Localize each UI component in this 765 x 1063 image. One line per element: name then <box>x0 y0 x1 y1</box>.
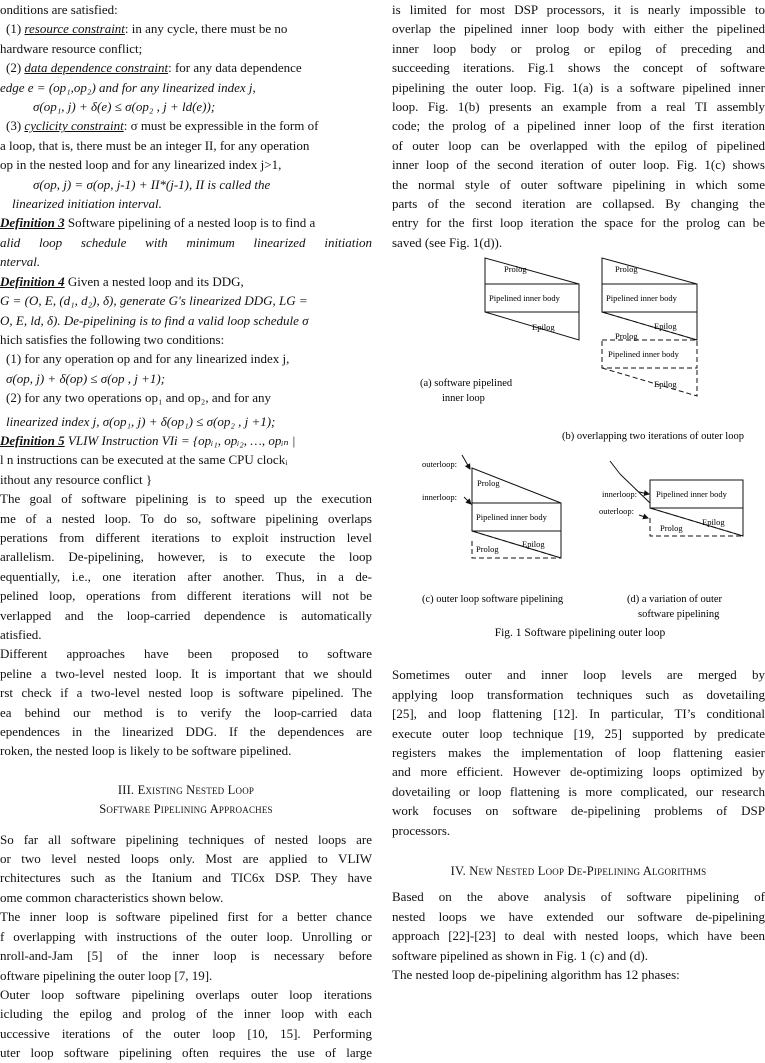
text-line: software pipelined as shown in Fig. 1 (c) and (d). <box>392 947 648 963</box>
fig-c-outerloop-label: outerloop: <box>422 459 457 470</box>
data-dependence-term: data dependence constraint <box>24 60 169 76</box>
definition-4-cont: O, E, ld, δ). De-pipelining is to find a valid loop schedule σ <box>0 312 309 328</box>
text-line: perations from different iterations to exploit instruction level <box>0 529 372 545</box>
text-line: inner loop of the second iteration of outer loop. Fig. 1(c) shows <box>392 157 765 173</box>
text-line: succeeding iterations. Fig.1 shows the concept of software <box>392 60 765 76</box>
constraint-2-formula: σ(op₁, j) + δ(e) ≤ σ(op₂ , j + ld(e)); <box>33 99 216 115</box>
definition-4-cond1-formula: σ(op, j) + δ(op) ≤ σ(op , j +1); <box>6 370 166 386</box>
fig-b-prolog2-label: Prolog <box>615 331 638 342</box>
figure-1-caption: Fig. 1 Software pipelining outer loop <box>494 627 666 640</box>
text-line: code; the prolog of a pipelined inner loop of the first iteration <box>392 118 765 134</box>
text-line: ea behind our method is to verify the loop-carried data <box>0 704 372 720</box>
text-line: oftware pipelining the outer loop [7, 19]. <box>0 967 213 983</box>
section-3-heading: III. Existing Nested Loop <box>117 782 255 797</box>
paragraph-fig-intro <box>392 0 765 252</box>
paragraph-merged-loops <box>392 665 765 840</box>
fig-d-epilog-label: Epilog <box>702 517 725 528</box>
text-line: f overlapping with instructions of the outer loop. Unrolling or <box>0 928 372 944</box>
text-line: Outer loop software pipelining overlaps outer loop iterations <box>0 986 372 1002</box>
fig-b-epilog-label: Epilog <box>654 321 677 332</box>
text-line: uter loop software pipelining often requires the use of large <box>0 1045 372 1061</box>
figure-1 <box>392 256 765 661</box>
text-line: and more efficient. However de-optimizing loops optimized by <box>392 764 765 780</box>
fig-a-caption: (a) software pipelined <box>420 378 513 390</box>
text-line: icluding the epilog and prolog of the inner loop with each <box>0 1006 372 1022</box>
fig-a-body-label: Pipelined inner body <box>489 293 560 304</box>
text-line: ome common characteristics shown below. <box>0 889 224 905</box>
text-line: rst check if a two-level nested loop is software pipelined. The <box>0 685 372 701</box>
text-line: me of a nested loop. To do so, software pipelining overlaps <box>0 510 372 526</box>
fig-d-caption-2: software pipelining <box>638 609 720 621</box>
text-line: of outer loop can be overlapped with the epilog of pipelined <box>392 137 765 153</box>
text-line: The goal of software pipelining is to speed up the execution <box>0 491 372 507</box>
text-line: execute outer loop technique [19, 25] supported by predicate <box>392 725 765 741</box>
text-line: entry for the first loop iteration the space for the prolog can be <box>392 215 765 231</box>
text-line: nroll-and-Jam [5] of the inner loop is necessary before <box>0 948 372 964</box>
fig-d-innerloop-label: innerloop: <box>602 489 637 500</box>
text-line: saved (see Fig. 1(d)). <box>392 234 503 250</box>
text-line: loop. Fig. 1(b) presents an example from a real TI assembly <box>392 99 765 115</box>
fig-a-epilog-label: Epilog <box>532 322 555 333</box>
resource-constraint-term: resource constraint <box>24 21 125 37</box>
paragraph-so-far <box>0 830 372 908</box>
text-line: peline a two-level nested loop. It is important that we should <box>0 665 372 681</box>
text-line: is limited for most DSP processors, it is nearly impossible to <box>392 2 765 17</box>
text-line: atisfied. <box>0 627 42 642</box>
definition-4-graph: G = (O, E, (d₁, d₂), δ), generate G's linearized DDG, LG = <box>0 293 308 309</box>
paragraph-based-on <box>392 887 765 965</box>
text-line: uccessive iterations of the outer loop [10, 15]. Performing <box>0 1025 372 1041</box>
text-line: arallelism. De-pipelining, however, is to execute the loop <box>0 549 372 565</box>
text-line: Sometimes outer and inner loop levels are merged by <box>392 667 765 683</box>
fig-c-prolog2-label: Prolog <box>476 544 499 555</box>
text-line: nested loops we have extended our software de-pipelining <box>392 908 765 924</box>
text-line: rchitectures such as the Itanium and TIC6x DSP. They have <box>0 870 372 886</box>
fig-c-innerloop-label: innerloop: <box>422 492 457 503</box>
intro-line: onditions are satisfied: <box>0 2 118 17</box>
fig-b-prolog-label: Prolog <box>615 264 638 275</box>
definition-3-label: Definition 3 <box>0 215 65 231</box>
constraint-1: (1) resource constraint: in any cycle, there must be no <box>6 21 288 37</box>
fig-b-epilog2-label: Epilog <box>654 379 677 390</box>
paragraph-inner-first <box>0 907 372 985</box>
constraint-3-cont2: op in the nested loop and for any linearized index j>1, <box>0 157 282 173</box>
text-line: inner loop body or prolog or epilog of preceding and <box>392 40 765 56</box>
section-3-heading-line2: Software Pipelining Approaches <box>99 802 273 817</box>
figure-1d <box>599 461 743 620</box>
fig-c-epilog-label: Epilog <box>522 539 545 550</box>
fig-d-outerloop-label: outerloop: <box>599 506 634 517</box>
text-line: pelined loop, operations from different iterations will not be <box>0 588 372 604</box>
text-line: Based on the above analysis of software pipelining of <box>392 889 765 905</box>
paragraph-outer-overlap <box>0 985 372 1063</box>
paragraph-approaches <box>0 644 372 760</box>
cyclicity-constraint-term: cyclicity constraint <box>24 118 124 134</box>
constraint-1-cont: hardware resource conflict; <box>0 40 143 56</box>
fig-a-prolog-label: Prolog <box>504 264 527 275</box>
fig-b-body2-label: Pipelined inner body <box>608 349 679 360</box>
text-line: dovetailing or loop flattening is more complicated, our research <box>392 783 765 799</box>
text-line: Different approaches have been proposed to software <box>0 646 372 662</box>
fig-c-body-label: Pipelined inner body <box>476 512 547 523</box>
text-line: registers makes the implementation of loop flattening easier <box>392 744 765 760</box>
constraint-2-cont: edge e = (op₁,op₂) and for any linearized index j, <box>0 79 256 95</box>
definition-5: Definition 5 VLIW Instruction VIi = {opᵢ₁, opᵢ₂, …, opᵢₙ | <box>0 432 296 448</box>
fig-b-body-label: Pipelined inner body <box>606 293 677 304</box>
definition-4-label: Definition 4 <box>0 273 65 289</box>
figure-1b <box>562 258 744 442</box>
definition-5-label: Definition 5 <box>0 432 65 448</box>
definition-4-cond2: (2) for any two operations op₁ and op₂, and for any <box>6 390 272 406</box>
definition-5-cont2: ithout any resource conflict } <box>0 471 153 487</box>
constraint-2: (2) data dependence constraint: for any data dependence <box>6 60 302 76</box>
right-column <box>392 0 765 984</box>
paragraph-phases: The nested loop de-pipelining algorithm has 12 phases: <box>392 966 680 982</box>
section-4-heading: IV. New Nested Loop De-Pipelining Algorithms <box>450 863 707 878</box>
definition-4-cont2: hich satisfies the following two conditions: <box>0 331 225 347</box>
fig-c-caption: (c) outer loop software pipelining <box>422 594 564 606</box>
text-line: [25], and loop flattening [12]. In particular, TI’s conditional <box>392 706 765 722</box>
constraint-3-cont3: linearized initiation interval. <box>12 196 162 212</box>
paragraph-goal <box>0 489 372 644</box>
definition-5-cont: l n instructions can be executed at the same CPU clockᵢ <box>0 452 288 468</box>
definition-4-cond1: (1) for any operation op and for any linearized index j, <box>6 351 290 367</box>
figure-1a <box>420 258 579 404</box>
fig-c-prolog-label: Prolog <box>477 478 500 489</box>
text-line: the normal style of outer software pipelining in which some <box>392 176 765 192</box>
definition-4-cond2-formula: linearized index j, σ(op₁, j) + δ(op₁) ≤ σ(op₂ , j +1); <box>6 413 276 429</box>
definition-3-cont: alid loop schedule with minimum linearized initiation <box>0 234 372 250</box>
constraint-3-formula: σ(op, j) = σ(op, j-1) + II*(j-1), II is called the <box>33 176 271 192</box>
text-line: parts of the second iteration are collapsed. By changing the <box>392 196 765 212</box>
definition-3: Definition 3 Software pipelining of a nested loop is to find a <box>0 215 316 231</box>
fig-d-prolog-label: Prolog <box>660 523 683 534</box>
text-line: The inner loop is software pipelined first for a better chance <box>0 909 372 925</box>
constraint-3-cont: a loop, that is, there must be an integer II, for any operation <box>0 137 310 153</box>
text-line: So far all software pipelining techniques of nested loops are <box>0 831 372 847</box>
fig-a-caption-2: inner loop <box>442 393 485 405</box>
text-line: approach [22]-[23] to deal with nested loops, which have been <box>392 928 765 944</box>
text-line: processors. <box>392 822 451 838</box>
text-line: ependences in the linearized DDG. If the dependences are <box>0 724 372 740</box>
constraint-3: (3) cyclicity constraint: σ must be expressible in the form of <box>6 118 319 134</box>
fig-b-caption: (b) overlapping two iterations of outer loop <box>562 431 744 443</box>
text-line: work focuses on software de-pipelining problems of DSP <box>392 803 765 819</box>
text-line: or two level nested loops only. Most are applied to VLIW <box>0 851 372 867</box>
text-line: applying loop transformation techniques such as dovetailing <box>392 686 765 702</box>
text-line: roken, the nested loop is likely to be software pipelined. <box>0 743 292 759</box>
text-line: pipelining the outer loop. Fig. 1(a) is a software pipelined inner <box>392 79 765 95</box>
definition-3-cont2: nterval. <box>0 254 41 270</box>
text-line: equentially, i.e., one iteration after another. Thus, in a de- <box>0 568 372 584</box>
fig-d-body-label: Pipelined inner body <box>656 489 727 500</box>
figure-1c <box>422 455 564 605</box>
text-line: overlap the pipelined inner loop body with either the pipelined <box>392 21 765 37</box>
fig-d-caption: (d) a variation of outer <box>627 594 723 606</box>
text-line: verlapped and the loop-carried dependence is automatically <box>0 607 372 623</box>
definition-4: Definition 4 Given a nested loop and its DDG, <box>0 273 244 289</box>
